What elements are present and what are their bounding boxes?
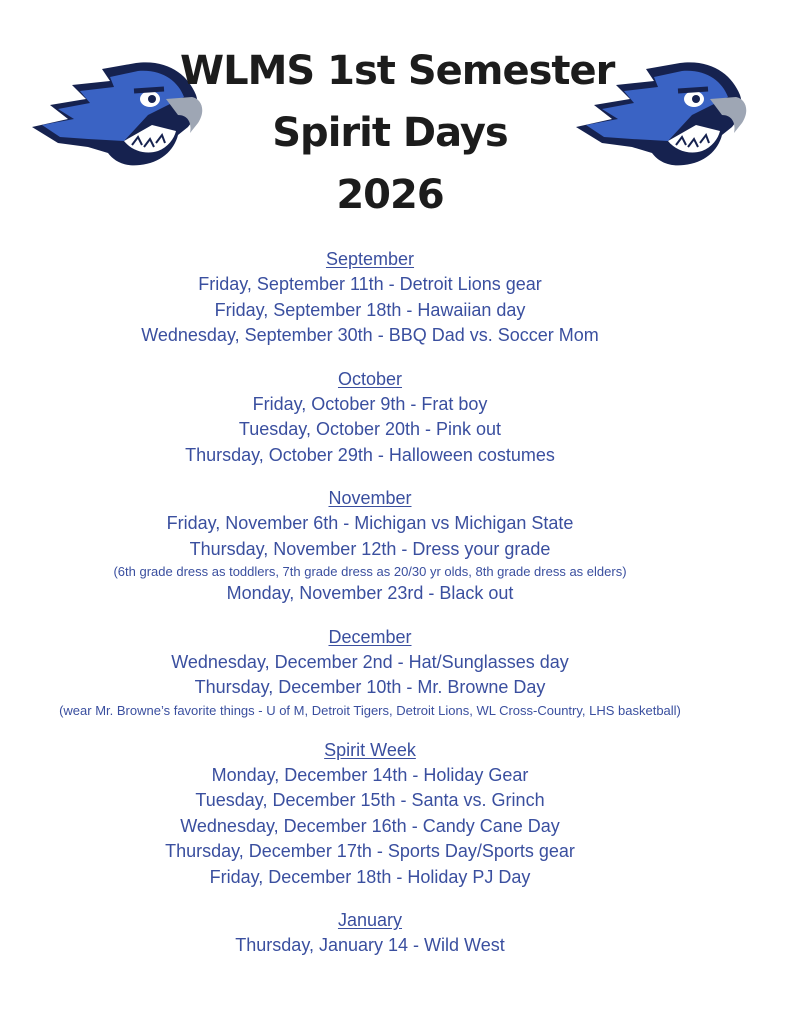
section-october [0,366,740,469]
spirit-day-item: Wednesday, December 16th - Candy Cane Day [180,815,560,836]
spirit-day-item: Friday, December 18th - Holiday PJ Day [209,866,531,887]
section-heading: October [337,368,403,389]
title-line: Spirit Days [272,110,508,156]
section-heading: November [328,488,412,508]
section-heading: January [337,910,403,930]
spirit-day-note: (wear Mr. Browne’s favorite things - U of M, Detroit Tigers, Detroit Lions, WL Cross-Country, LHS basketball) [59,702,681,718]
section-september [0,246,740,349]
spirit-day-item: Tuesday, October 20th - Pink out [238,419,502,439]
page-title [180,40,615,226]
spirit-day-note: (6th grade dress as toddlers, 7th grade dress as 20/30 yr olds, 8th grade dress as elders) [113,564,627,579]
spirit-day-item: Thursday, December 10th - Mr. Browne Day [194,677,546,697]
section-heading: December [328,626,412,647]
spirit-day-item: Wednesday, December 2nd - Hat/Sunglasses day [171,651,569,672]
spirit-day-item: Thursday, December 17th - Sports Day/Sports gear [165,841,575,861]
spirit-day-item: Friday, October 9th - Frat boy [252,393,488,414]
spirit-day-item: Thursday, October 29th - Halloween costumes [185,444,555,465]
spirit-day-item: Wednesday, September 30th - BBQ Dad vs. Soccer Mom [141,325,599,345]
spirit-day-item: Friday, November 6th - Michigan vs Michigan State [166,513,574,533]
spirit-day-item: Tuesday, December 15th - Santa vs. Grinch [195,790,545,810]
section-heading: Spirit Week [324,739,416,760]
spirit-day-item: Friday, September 11th - Detroit Lions gear [198,274,542,294]
section-january [0,907,740,959]
spirit-day-item: Thursday, November 12th - Dress your grade [189,538,551,559]
title-line: WLMS 1st Semester [180,48,615,94]
spirit-day-item: Monday, November 23rd - Black out [226,583,514,603]
section-november [0,485,740,607]
schedule [0,246,740,976]
spirit-day-item: Friday, September 18th - Hawaiian day [214,299,526,320]
section-spirit-week [0,737,740,891]
section-december [0,624,740,720]
spirit-day-item: Thursday, January 14 - Wild West [235,935,505,955]
title-line: 2026 [336,172,444,218]
section-heading: September [325,249,415,269]
spirit-day-item: Monday, December 14th - Holiday Gear [211,764,529,785]
